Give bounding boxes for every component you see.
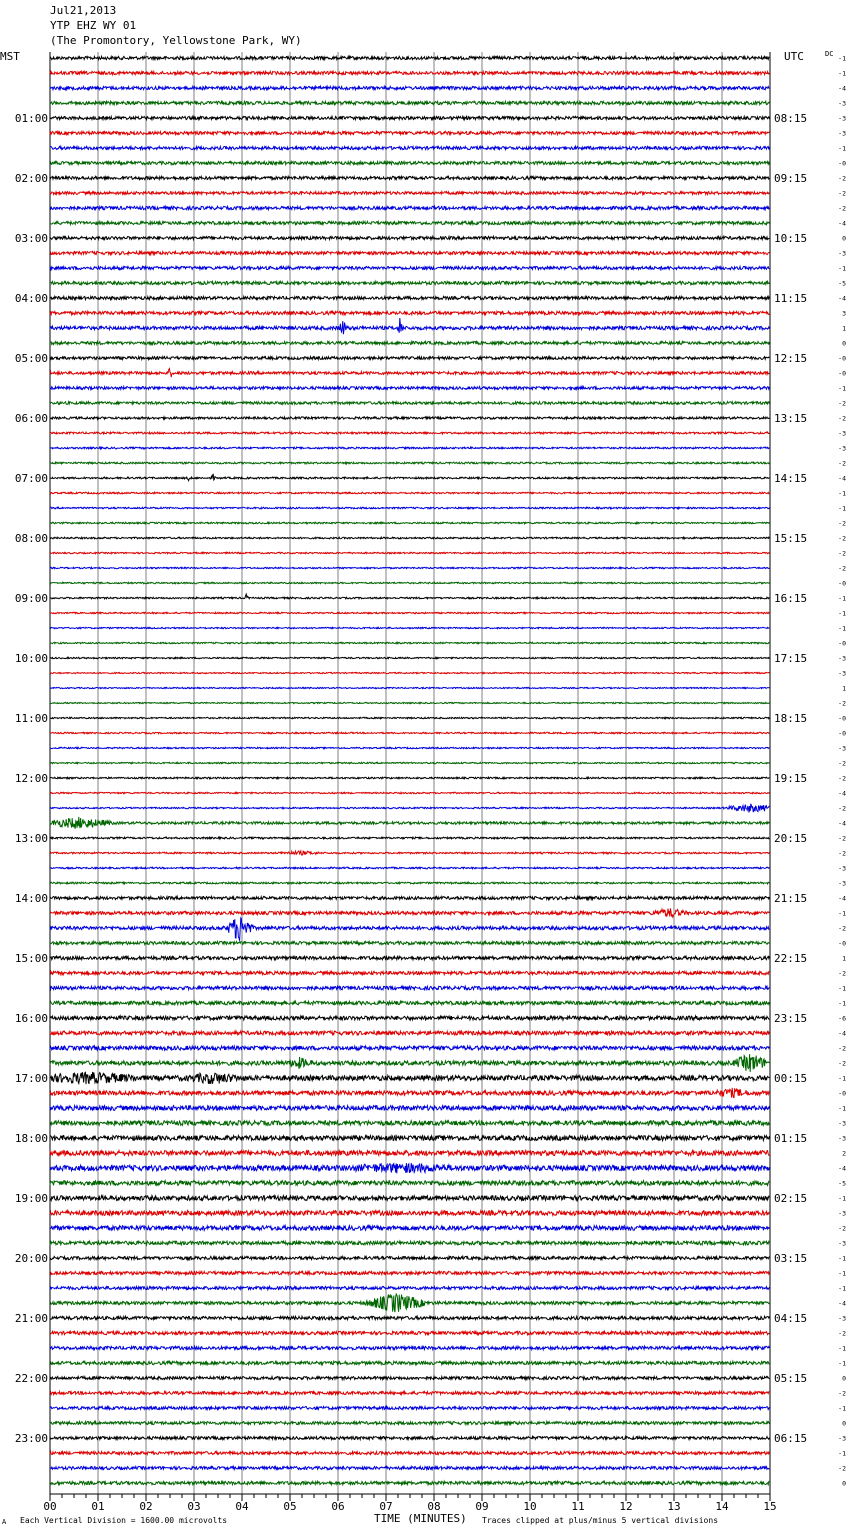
trace-row (50, 672, 769, 673)
trace-row (50, 56, 769, 59)
trace-row (50, 867, 769, 869)
trace-row (50, 318, 769, 334)
trace-row (50, 462, 769, 464)
x-tick-label: 01 (91, 1500, 105, 1513)
trace-row (50, 161, 769, 164)
trace-row (50, 131, 769, 134)
dc-offset-label: -3 (838, 1134, 846, 1143)
left-hour-label: 23:00 (14, 1432, 48, 1445)
dc-offset-label: -3 (838, 744, 846, 753)
dc-offset-label: -1 (838, 1074, 846, 1083)
station-code: YTP EHZ WY 01 (50, 19, 137, 32)
right-hour-label: 12:15 (774, 352, 808, 365)
trace-row (50, 1481, 769, 1484)
trace-row (50, 1226, 769, 1231)
trace-row (50, 537, 769, 539)
x-tick-label: 15 (763, 1500, 777, 1513)
right-hour-label: 18:15 (774, 712, 808, 725)
trace-row (50, 507, 769, 509)
dc-offset-label: -4 (838, 219, 846, 228)
right-hour-label: 01:15 (774, 1132, 808, 1145)
trace-row (50, 266, 769, 269)
trace-row (50, 897, 769, 900)
trace-row (50, 221, 769, 224)
trace-row (50, 1054, 769, 1072)
dc-offset-label: -2 (838, 1059, 846, 1068)
dc-offset-label: -2 (838, 174, 846, 183)
dc-offset-label: 0 (842, 234, 846, 243)
corner-mark: A (2, 1518, 7, 1526)
dc-offset-label: -2 (838, 1464, 846, 1473)
trace-row (50, 642, 769, 643)
trace-row (50, 1001, 769, 1005)
dc-offset-label: -1 (838, 1344, 846, 1353)
trace-row (50, 1072, 769, 1084)
trace-row (50, 792, 769, 793)
trace-row (50, 1331, 769, 1334)
trace-row (50, 567, 769, 568)
dc-offset-label: 1 (842, 954, 846, 963)
x-axis-title: TIME (MINUTES) (374, 1512, 467, 1525)
trace-row (50, 552, 769, 553)
dc-offset-label: -2 (838, 969, 846, 978)
dc-offset-label: -1 (838, 489, 846, 498)
dc-offset-label: -4 (838, 789, 846, 798)
dc-offset-label: -4 (838, 1029, 846, 1038)
trace-row (50, 687, 769, 688)
left-hour-label: 08:00 (14, 532, 48, 545)
dc-offset-label: -1 (838, 1404, 846, 1413)
dc-offset-label: -0 (838, 729, 846, 738)
dc-offset-label: -2 (838, 804, 846, 813)
dc-offset-label: -3 (838, 879, 846, 888)
trace-row (50, 251, 769, 254)
dc-offset-label: -1 (838, 1284, 846, 1293)
trace-row (50, 702, 769, 703)
dc-offset-label: -0 (838, 939, 846, 948)
left-hour-label: 07:00 (14, 472, 48, 485)
dc-offset-label: -1 (838, 1449, 846, 1458)
trace-row (50, 918, 769, 941)
trace-row (50, 1088, 769, 1098)
trace-row (50, 1150, 769, 1155)
right-hour-label: 22:15 (774, 952, 808, 965)
dc-offset-label: -3 (838, 1239, 846, 1248)
trace-row (50, 236, 769, 239)
left-hour-label: 21:00 (14, 1312, 48, 1325)
dc-offset-label: -2 (838, 1329, 846, 1338)
dc-offset-label: -1 (838, 984, 846, 993)
trace-row (50, 86, 769, 89)
dc-offset-label: -4 (838, 474, 846, 483)
dc-offset-label: -2 (838, 774, 846, 783)
x-tick-label: 13 (667, 1500, 681, 1513)
trace-row (50, 986, 769, 990)
right-hour-label: 23:15 (774, 1012, 808, 1025)
trace-row (50, 1377, 769, 1380)
right-hour-label: 21:15 (774, 892, 808, 905)
right-hour-label: 13:15 (774, 412, 808, 425)
left-hour-label: 11:00 (14, 712, 48, 725)
trace-row (50, 1106, 769, 1111)
left-hour-label: 22:00 (14, 1372, 48, 1385)
trace-row (50, 1286, 769, 1289)
trace-row (50, 176, 769, 179)
trace-row (50, 116, 769, 119)
dc-offset-label: -1 (838, 264, 846, 273)
trace-row (50, 402, 769, 405)
trace-row (50, 1241, 769, 1245)
dc-offset-label: -1 (838, 1194, 846, 1203)
right-hour-label: 03:15 (774, 1252, 808, 1265)
trace-row (50, 417, 769, 419)
dc-offset-label: -0 (838, 639, 846, 648)
trace-row (50, 1136, 769, 1141)
dc-offset-label: -2 (838, 759, 846, 768)
right-hour-label: 08:15 (774, 112, 808, 125)
left-timezone-label: MST (0, 50, 20, 63)
plot-date: Jul21,2013 (50, 4, 117, 17)
dc-offset-label: -4 (838, 894, 846, 903)
left-hour-label: 15:00 (14, 952, 48, 965)
trace-row (50, 777, 769, 779)
trace-row (50, 956, 769, 960)
x-tick-label: 09 (475, 1500, 489, 1513)
trace-row (50, 1256, 769, 1259)
trace-row (50, 522, 769, 524)
dc-offset-label: 0 (842, 339, 846, 348)
dc-offset-label: 0 (842, 1374, 846, 1383)
trace-row (50, 1294, 769, 1312)
x-tick-label: 12 (619, 1500, 633, 1513)
dc-offset-label: -2 (838, 834, 846, 843)
dc-offset-label: -2 (838, 549, 846, 558)
dc-offset-label: -1 (838, 1359, 846, 1368)
trace-row (50, 492, 769, 494)
right-hour-label: 00:15 (774, 1072, 808, 1085)
trace-row (50, 941, 769, 944)
trace-row (50, 357, 769, 360)
trace-row (50, 1271, 769, 1274)
trace-row (50, 612, 769, 613)
trace-row (50, 432, 769, 434)
dc-offset-label: -2 (838, 924, 846, 933)
trace-row (50, 369, 769, 378)
left-hour-label: 04:00 (14, 292, 48, 305)
x-tick-label: 00 (43, 1500, 57, 1513)
dc-offset-label: -1 (838, 1269, 846, 1278)
x-tick-label: 02 (139, 1500, 153, 1513)
dc-offset-label: -2 (838, 699, 846, 708)
left-hour-label: 14:00 (14, 892, 48, 905)
dc-offset-label: -5 (838, 279, 846, 288)
dc-offset-label: -0 (838, 1089, 846, 1098)
dc-offset-label: -5 (838, 1179, 846, 1188)
trace-row (50, 387, 769, 390)
dc-offset-label: -3 (838, 429, 846, 438)
trace-row (50, 1031, 769, 1035)
dc-offset-label: -3 (838, 249, 846, 258)
right-hour-label: 04:15 (774, 1312, 808, 1325)
dc-offset-label: -2 (838, 459, 846, 468)
dc-offset-label: -3 (838, 129, 846, 138)
right-hour-label: 15:15 (774, 532, 808, 545)
right-hour-label: 16:15 (774, 592, 808, 605)
dc-offset-label: -2 (838, 1224, 846, 1233)
dc-offset-label: 1 (842, 324, 846, 333)
trace-row (50, 1196, 769, 1201)
left-hour-label: 06:00 (14, 412, 48, 425)
dc-offset-label: -2 (838, 534, 846, 543)
trace-row (50, 971, 769, 974)
left-hour-label: 18:00 (14, 1132, 48, 1145)
right-hour-label: 19:15 (774, 772, 808, 785)
x-tick-label: 08 (427, 1500, 441, 1513)
dc-offset-label: -3 (838, 114, 846, 123)
dc-offset-label: -1 (838, 999, 846, 1008)
dc-offset-label: -1 (838, 909, 846, 918)
trace-row (50, 1046, 769, 1050)
dc-offset-label: -4 (838, 84, 846, 93)
x-tick-label: 06 (331, 1500, 345, 1513)
trace-row (50, 1316, 769, 1319)
trace-row (50, 747, 769, 748)
dc-offset-label: -3 (838, 1314, 846, 1323)
left-hour-label: 02:00 (14, 172, 48, 185)
dc-offset-label: -2 (838, 564, 846, 573)
left-hour-label: 17:00 (14, 1072, 48, 1085)
left-hour-label: 20:00 (14, 1252, 48, 1265)
dc-offset-label: -3 (838, 864, 846, 873)
trace-row (50, 342, 769, 345)
dc-offset-label: -1 (838, 144, 846, 153)
left-hour-label: 19:00 (14, 1192, 48, 1205)
dc-offset-label: -2 (838, 204, 846, 213)
dc-offset-label: -4 (838, 1299, 846, 1308)
trace-row (50, 851, 769, 855)
x-tick-label: 05 (283, 1500, 297, 1513)
dc-offset-label: -1 (838, 609, 846, 618)
trace-row (50, 804, 769, 813)
trace-row (50, 146, 769, 149)
dc-offset-label: -3 (838, 1209, 846, 1218)
dc-offset-label: -1 (838, 504, 846, 513)
trace-row (50, 1437, 769, 1440)
dc-offset-label: -3 (838, 99, 846, 108)
x-tick-label: 03 (187, 1500, 201, 1513)
trace-row (50, 1121, 769, 1126)
scale-note: Each Vertical Division = 1600.00 microvolts (20, 1516, 228, 1525)
right-hour-label: 05:15 (774, 1372, 808, 1385)
dc-offset-label: -1 (838, 384, 846, 393)
dc-offset-label: -2 (838, 414, 846, 423)
trace-row (50, 474, 769, 480)
left-hour-label: 12:00 (14, 772, 48, 785)
dc-offset-label: -1 (838, 54, 846, 63)
dc-offset-label: -0 (838, 714, 846, 723)
dc-offset-label: -0 (838, 369, 846, 378)
x-tick-label: 07 (379, 1500, 393, 1513)
right-hour-label: 10:15 (774, 232, 808, 245)
dc-offset-label: -2 (838, 1389, 846, 1398)
trace-row (50, 206, 769, 209)
trace-row (50, 732, 769, 733)
clip-note: Traces clipped at plus/minus 5 vertical divisions (482, 1516, 719, 1525)
right-timezone-label: UTC (784, 50, 804, 63)
trace-row (50, 1467, 769, 1470)
trace-row (50, 1407, 769, 1410)
right-hour-label: 09:15 (774, 172, 808, 185)
trace-row (50, 1452, 769, 1455)
trace-row (50, 582, 769, 583)
dc-offset-label: -3 (838, 444, 846, 453)
dc-offset-label: -1 (838, 1104, 846, 1113)
trace-row (50, 296, 769, 299)
trace-row (50, 717, 769, 718)
trace-row (50, 882, 769, 884)
dc-offset-label: -6 (838, 1014, 846, 1023)
dc-offset-label: -2 (838, 519, 846, 528)
trace-row (50, 192, 769, 195)
dc-offset-label: -0 (838, 159, 846, 168)
trace-row (50, 1422, 769, 1425)
left-hour-label: 01:00 (14, 112, 48, 125)
trace-row (50, 817, 769, 829)
right-hour-label: 20:15 (774, 832, 808, 845)
dc-offset-label: -3 (838, 1119, 846, 1128)
right-hour-label: 06:15 (774, 1432, 808, 1445)
station-location: (The Promontory, Yellowstone Park, WY) (50, 34, 302, 47)
trace-row (50, 1211, 769, 1216)
dc-offset-label: 3 (842, 309, 846, 318)
x-tick-label: 10 (523, 1500, 537, 1513)
left-hour-label: 05:00 (14, 352, 48, 365)
dc-offset-label: -3 (838, 669, 846, 678)
dc-offset-label: -1 (838, 1254, 846, 1263)
x-tick-label: 11 (571, 1500, 585, 1513)
dc-offset-label: -4 (838, 819, 846, 828)
dc-offset-label: -2 (838, 849, 846, 858)
trace-row (50, 311, 769, 314)
left-hour-label: 13:00 (14, 832, 48, 845)
dc-offset-label: -2 (838, 399, 846, 408)
trace-row (50, 71, 769, 74)
trace-row (50, 281, 769, 284)
trace-row (50, 594, 769, 599)
trace-row (50, 1392, 769, 1395)
dc-offset-label: -0 (838, 354, 846, 363)
right-hour-label: 14:15 (774, 472, 808, 485)
trace-row (50, 1361, 769, 1364)
dc-offset-label: -4 (838, 294, 846, 303)
dc-offset-label: -1 (838, 594, 846, 603)
dc-header-label: DC (825, 50, 834, 58)
trace-row (50, 657, 769, 658)
right-hour-label: 17:15 (774, 652, 808, 665)
right-hour-label: 02:15 (774, 1192, 808, 1205)
dc-offset-label: -1 (838, 69, 846, 78)
trace-row (50, 1016, 769, 1020)
dc-offset-label: -2 (838, 189, 846, 198)
dc-offset-label: -0 (838, 579, 846, 588)
trace-row (50, 837, 769, 839)
left-hour-label: 03:00 (14, 232, 48, 245)
right-hour-label: 11:15 (774, 292, 808, 305)
dc-offset-label: 0 (842, 1479, 846, 1488)
trace-row (50, 1181, 769, 1186)
trace-row (50, 908, 769, 917)
dc-offset-label: -2 (838, 1044, 846, 1053)
trace-row (50, 1346, 769, 1349)
trace-row (50, 447, 769, 449)
dc-offset-label: -4 (838, 1164, 846, 1173)
trace-row (50, 762, 769, 763)
x-tick-label: 04 (235, 1500, 249, 1513)
dc-offset-label: 1 (842, 684, 846, 693)
trace-row (50, 1163, 769, 1173)
left-hour-label: 16:00 (14, 1012, 48, 1025)
trace-row (50, 627, 769, 628)
dc-offset-label: 2 (842, 1149, 846, 1158)
dc-offset-label: -1 (838, 624, 846, 633)
left-hour-label: 10:00 (14, 652, 48, 665)
dc-offset-label: 0 (842, 1419, 846, 1428)
dc-offset-label: -3 (838, 1434, 846, 1443)
trace-row (50, 101, 769, 104)
left-hour-label: 09:00 (14, 592, 48, 605)
dc-offset-label: -3 (838, 654, 846, 663)
x-tick-label: 14 (715, 1500, 729, 1513)
